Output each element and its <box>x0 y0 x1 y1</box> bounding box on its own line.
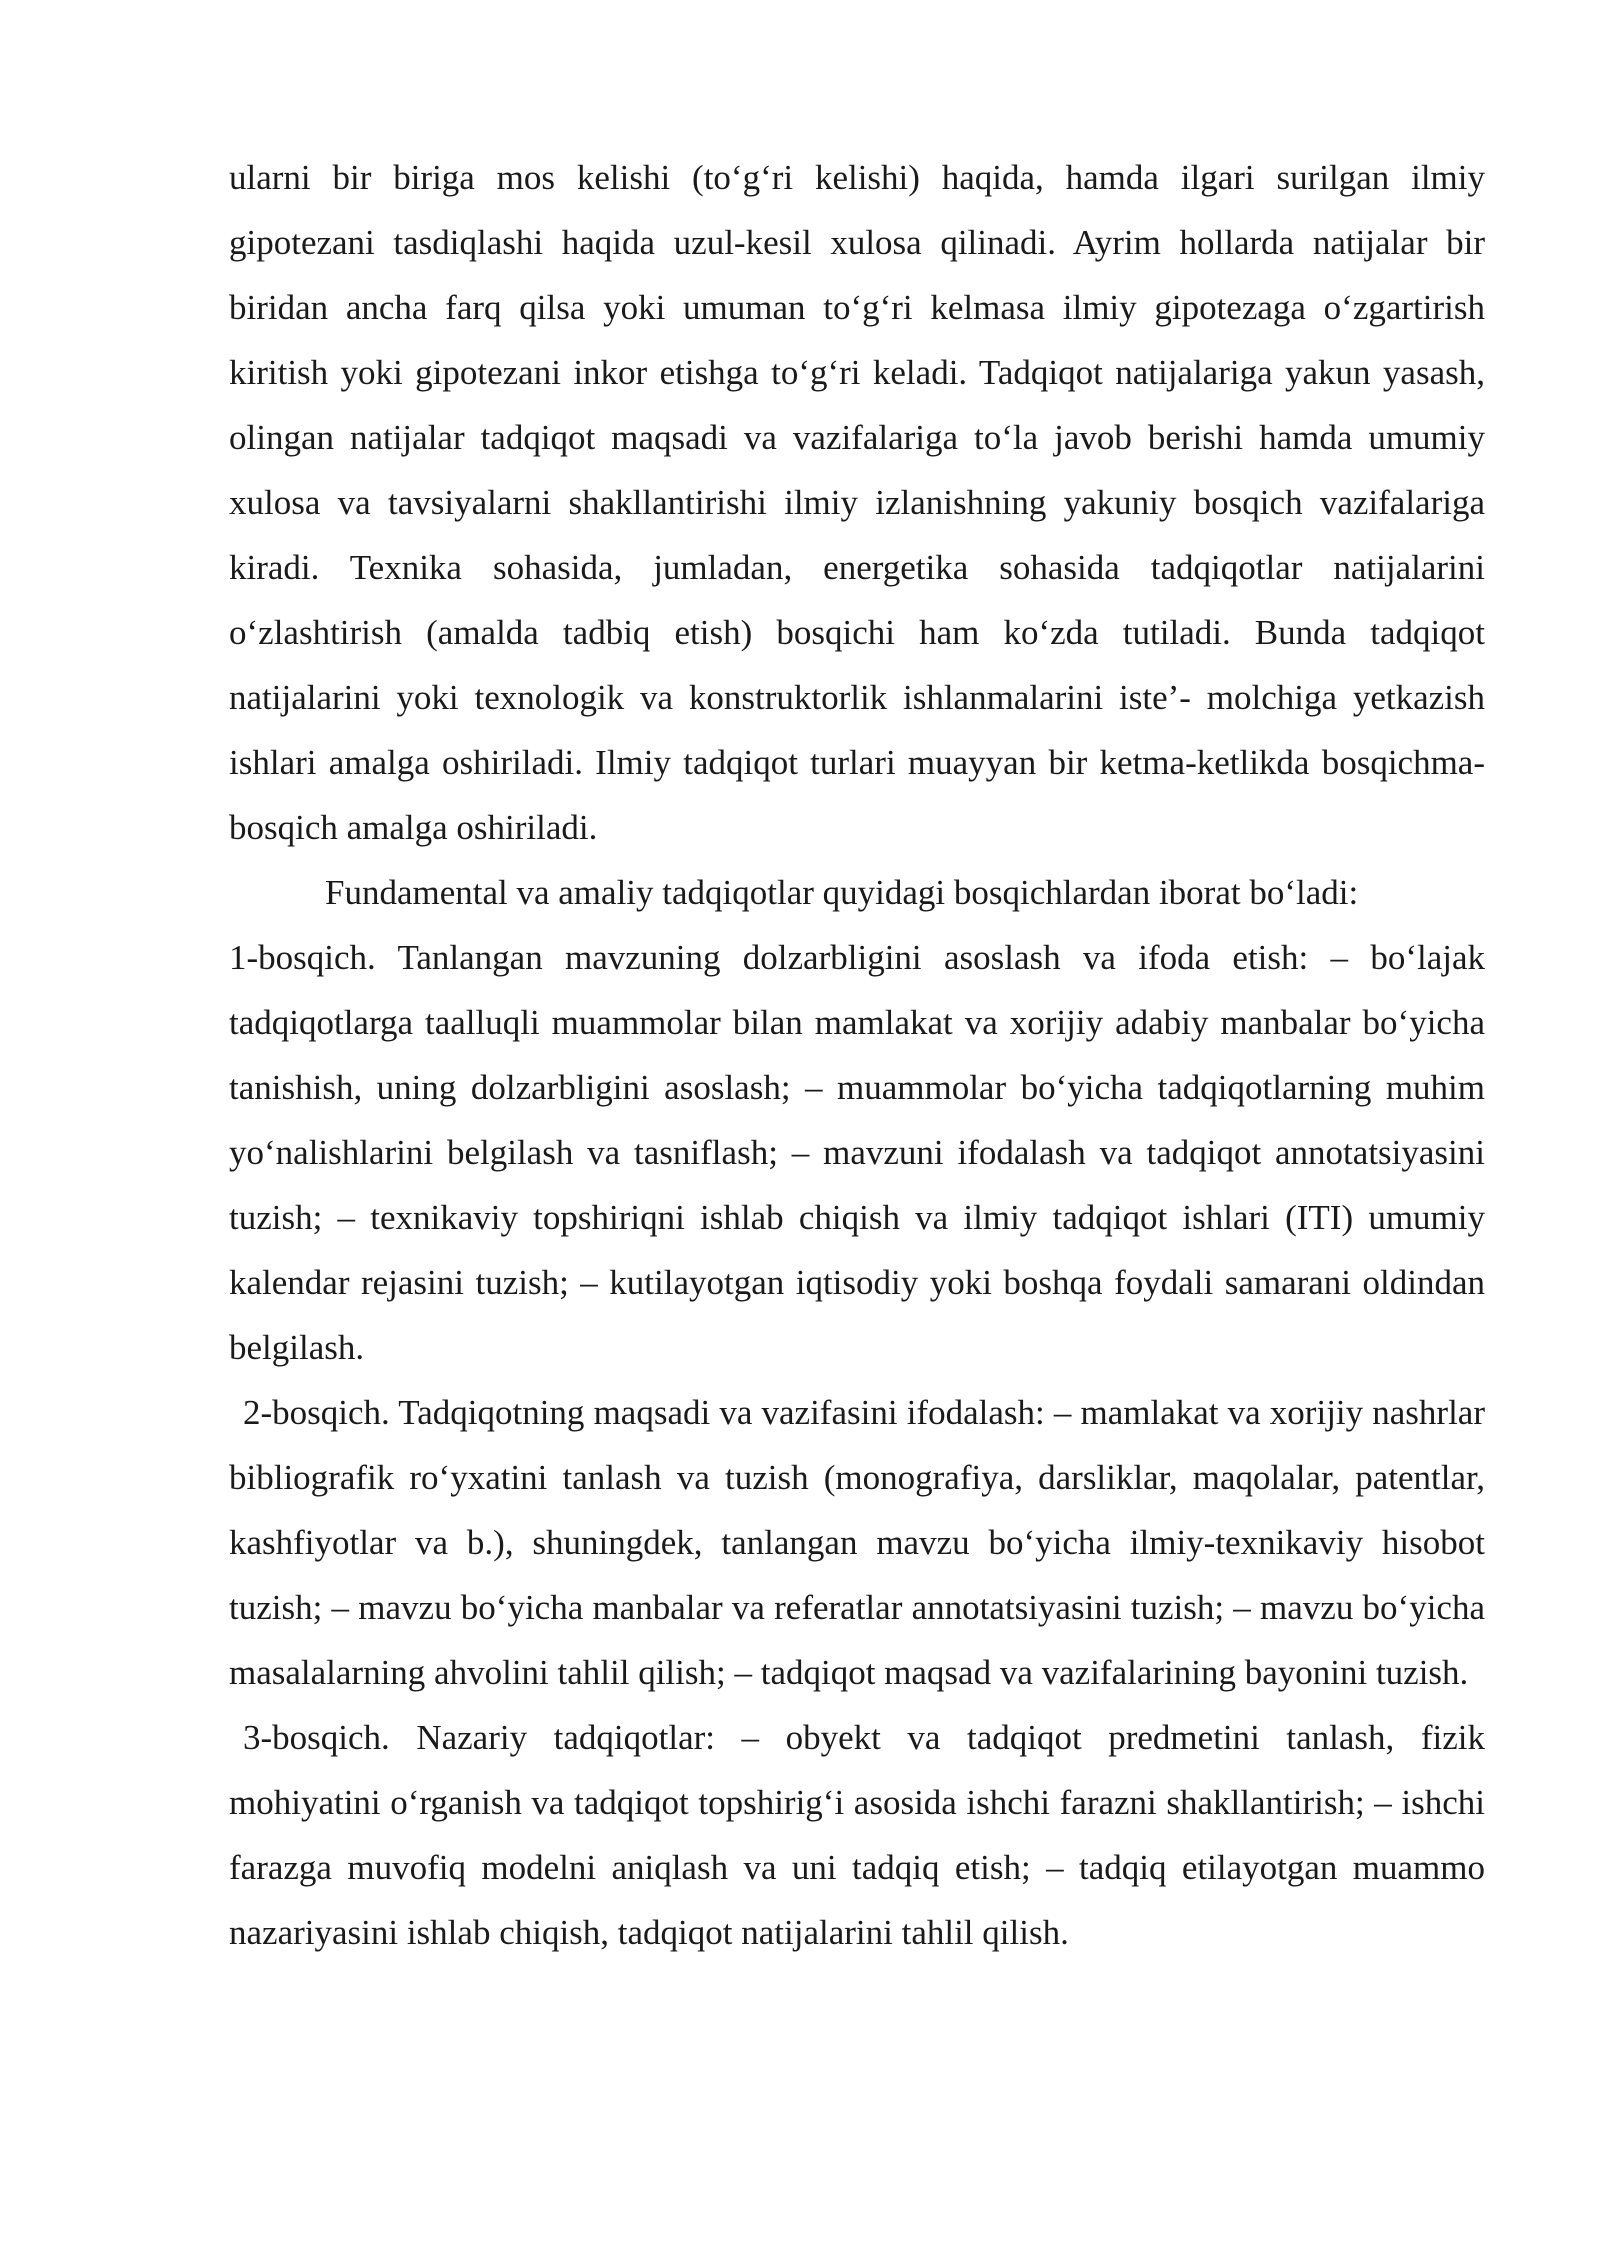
paragraph-stage-1: 1-bosqich. Tanlangan mavzuning dolzarbligini asoslash va ifoda etish: – bo‘lajak tadqiqotlarga taalluqli muammolar bilan mamlakat va xorijiy adabiy manbalar bo‘yicha tanishish, uning dolzarbligini asoslash; – muammolar bo‘yicha tadqiqotlarning muhim yo‘nalishlarini belgilash va tasniflash; – mavzuni ifodalash va tadqiqot annotatsiyasini tuzish; – texnikaviy topshiriqni ishlab chiqish va ilmiy tadqiqot ishlari (ITI) umumiy kalendar rejasini tuzish; – kutilayotgan iqtisodiy yoki boshqa foydali samarani oldindan belgilash. <box>229 938 1485 1367</box>
paragraph-stage-3: 3-bosqich. Nazariy tadqiqotlar: – obyekt va tadqiqot predmetini tanlash, fizik mohiyatini o‘rganish va tadqiqot topshirig‘i asosida ishchi farazni shakllantirish; – ishchi farazga muvofiq modelni aniqlash va uni tadqiq etish; – tadqiq etilayotgan muammo nazariyasini ishlab chiqish, tadqiqot natijalarini tahlil qilish. <box>229 1718 1485 1952</box>
document-page <box>229 145 1485 1965</box>
paragraph-stages-intro: Fundamental va amaliy tadqiqotlar quyidagi bosqichlardan iborat bo‘ladi: <box>325 873 1359 912</box>
paragraph-conclusion: ularni bir biriga mos kelishi (to‘g‘ri kelishi) haqida, hamda ilgari surilgan ilmiy gipotezani tasdiqlashi haqida uzul-kesil xulosa qilinadi. Ayrim hollarda natijalar bir biridan ancha farq qilsa yoki umuman to‘g‘ri kelmasa ilmiy gipotezaga o‘zgartirish kiritish yoki gipotezani inkor etishga to‘g‘ri keladi. Tadqiqot natijalariga yakun yasash, olingan natijalar tadqiqot maqsadi va vazifalariga to‘la javob berishi hamda umumiy xulosa va tavsiyalarni shakllantirishi ilmiy izlanishning yakuniy bosqich vazifalariga kiradi. Texnika sohasida, jumladan, energetika sohasida tadqiqotlar natijalarini o‘zlashtirish (amalda tadbiq etish) bosqichi ham ko‘zda tutiladi. Bunda tadqiqot natijalarini yoki texnologik va konstruktorlik ishlanmalarini iste’- molchiga yetkazish ishlari amalga oshiriladi. Ilmiy tadqiqot turlari muayyan bir ketma-ketlikda bosqichma-bosqich amalga oshiriladi. <box>229 158 1485 847</box>
paragraph-stage-2: 2-bosqich. Tadqiqotning maqsadi va vazifasini ifodalash: – mamlakat va xorijiy nashrlar bibliografik ro‘yxatini tanlash va tuzish (monografiya, darsliklar, maqolalar, patentlar, kashfiyotlar va b.), shuningdek, tanlangan mavzu bo‘yicha ilmiy-texnikaviy hisobot tuzish; – mavzu bo‘yicha manbalar va referatlar annotatsiyasini tuzish; – mavzu bo‘yicha masalalarning ahvolini tahlil qilish; – tadqiqot maqsad va vazifalarining bayonini tuzish. <box>229 1393 1485 1692</box>
